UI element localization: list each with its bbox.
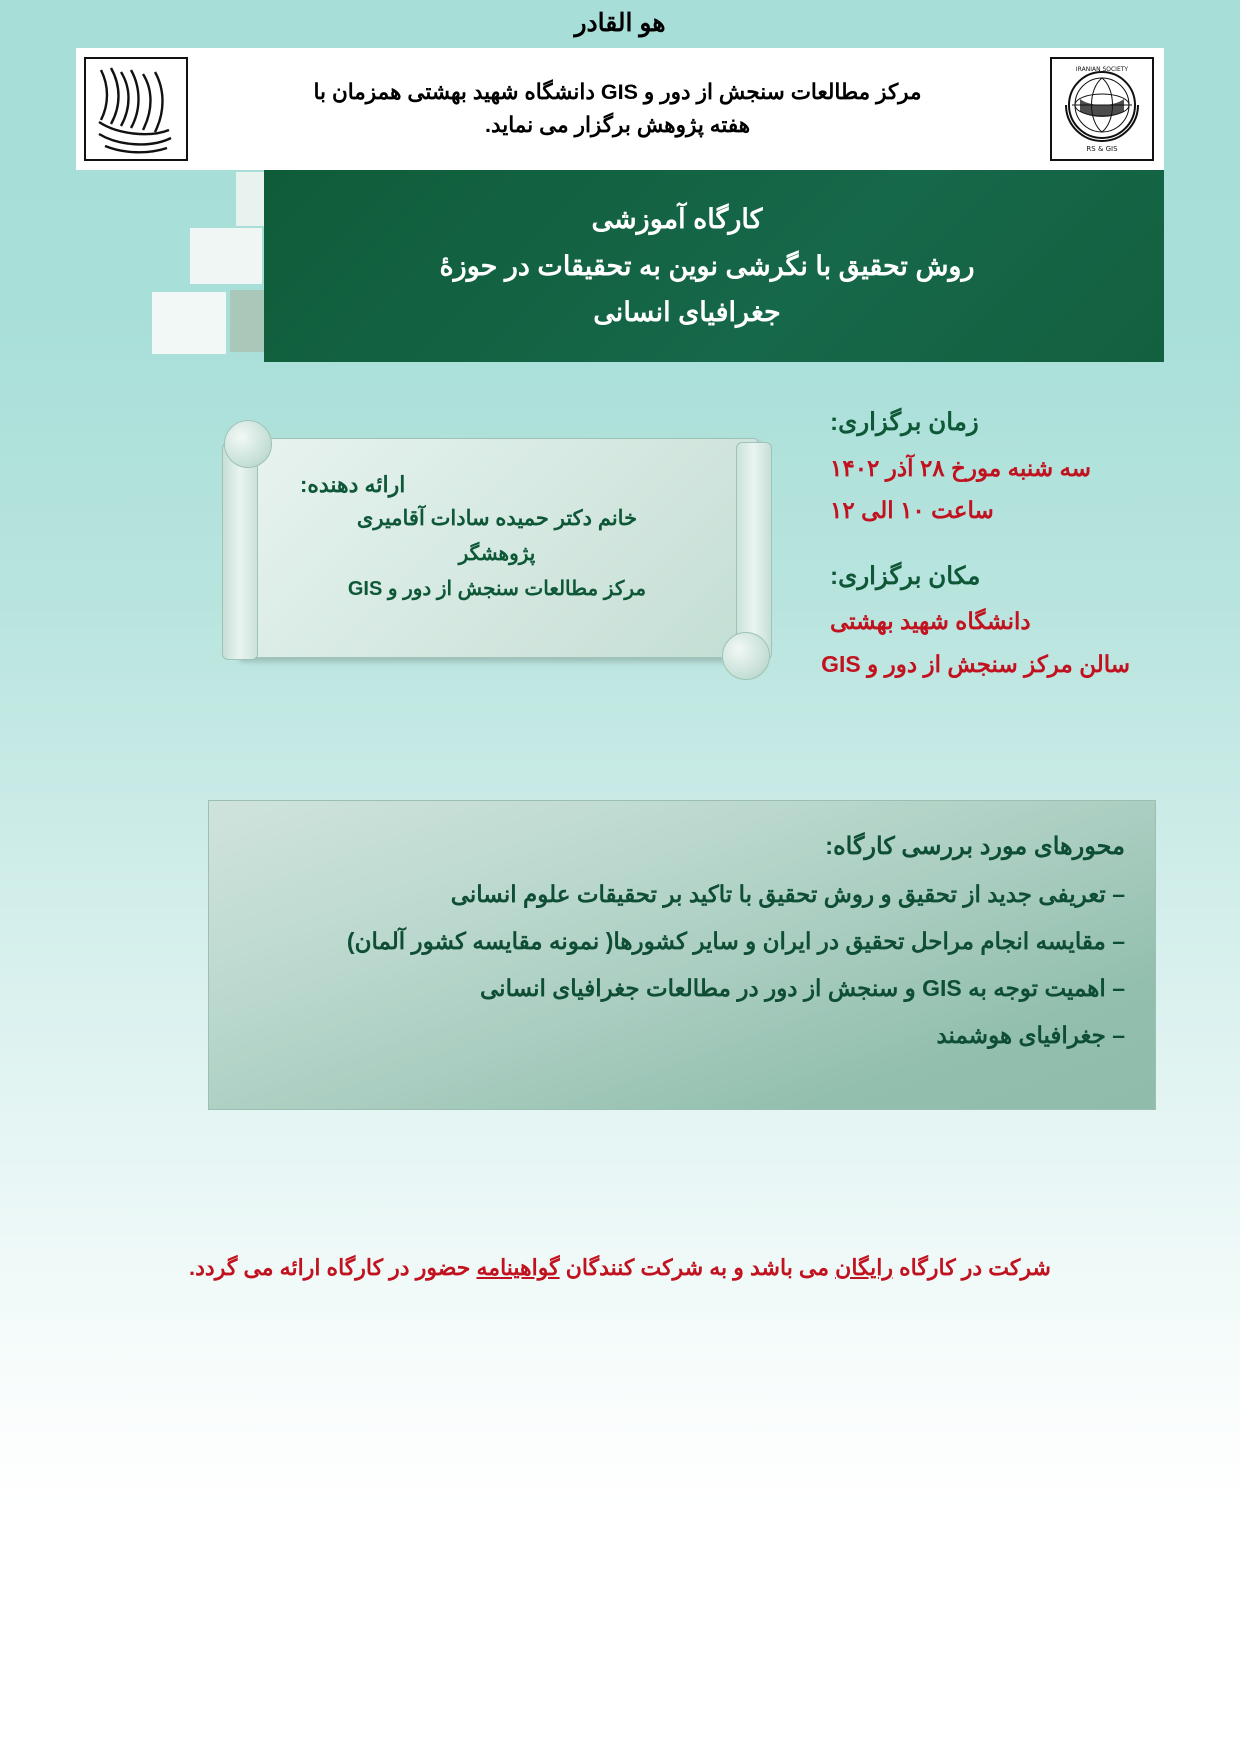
workshop-type: کارگاه آموزشی <box>591 204 763 235</box>
header-line-2: هفته پژوهش برگزار می نماید. <box>484 113 751 137</box>
footer-free-word: رایگان <box>835 1255 894 1280</box>
event-place-line-1: دانشگاه شهید بهشتی <box>830 608 1031 635</box>
header-band <box>76 48 1164 170</box>
event-date: سه شنبه مورخ ۲۸ آذر ۱۴۰۲ <box>830 454 1092 481</box>
scroll-curl-bottom <box>722 632 770 680</box>
footer-part-2: می باشد و به شرکت کنندگان <box>559 1255 836 1280</box>
workshop-title-line-1: روش تحقیق با نگرشی نوین به تحقیقات در حوزۀ <box>439 250 975 281</box>
decor-square-6 <box>152 292 226 354</box>
footer-part-1: شرکت در کارگاه <box>893 1255 1051 1280</box>
footer-part-3: حضور در کارگاه ارائه می گردد. <box>189 1255 477 1280</box>
presenter-scroll <box>214 420 780 680</box>
scroll-left-strip <box>222 442 258 660</box>
svg-text:IRANIAN SOCIETY: IRANIAN SOCIETY <box>1075 66 1128 73</box>
sbu-emblem-svg <box>87 60 185 158</box>
workshop-title-line-2: جغرافیای انسانی <box>593 297 781 328</box>
society-logo-container <box>1039 48 1164 170</box>
footer-note <box>0 1255 1240 1281</box>
rs-gis-society-logo-icon <box>1050 57 1154 161</box>
svg-text:RS & GIS: RS & GIS <box>1085 145 1118 153</box>
shahid-beheshti-university-logo-icon <box>84 57 188 161</box>
presenter-role: پژوهشگر <box>458 543 536 566</box>
event-hours: ساعت ۱۰ الی ۱۲ <box>830 497 994 524</box>
blessing-line: هو القادر <box>574 9 666 37</box>
event-place-line-2: سالن مرکز سنجش از دور و GIS <box>821 650 1130 677</box>
topic-item: – اهمیت توجه به GIS و سنجش از دور در مطالعات جغرافیای انسانی <box>480 975 1125 1002</box>
topics-title: محورهای مورد بررسی کارگاه: <box>825 833 1125 860</box>
footer-certificate-word: گواهینامه <box>476 1255 560 1280</box>
presenter-organization: مرکز مطالعات سنجش از دور و GIS <box>347 577 647 600</box>
presenter-info <box>274 468 720 606</box>
presenter-label: ارائه دهنده: <box>300 472 406 497</box>
topic-item: – مقایسه انجام مراحل تحقیق در ایران و سایر کشورها( نمونه مقایسه کشور آلمان) <box>346 928 1125 955</box>
event-time-label: زمان برگزاری: <box>830 409 979 436</box>
scroll-right-strip <box>736 442 772 660</box>
topic-item: – جغرافیای هوشمند <box>936 1022 1125 1049</box>
presenter-name: خانم دکتر حمیده سادات آقامیری <box>356 507 638 530</box>
university-logo-container <box>76 48 196 170</box>
topic-item: – تعریفی جدید از تحقیق و روش تحقیق با تاکید بر تحقیقات علوم انسانی <box>450 881 1125 907</box>
scroll-curl-top <box>224 420 272 468</box>
decor-square-4 <box>190 228 262 284</box>
society-emblem-svg <box>1052 59 1152 159</box>
workshop-title-block <box>264 170 1164 362</box>
event-details <box>821 400 1130 685</box>
event-place-label: مکان برگزاری: <box>830 562 981 590</box>
header-line-1: مرکز مطالعات سنجش از دور و GIS دانشگاه شهید بهشتی همزمان با <box>313 79 922 104</box>
topics-box <box>208 800 1156 1110</box>
header-text <box>196 48 1039 170</box>
